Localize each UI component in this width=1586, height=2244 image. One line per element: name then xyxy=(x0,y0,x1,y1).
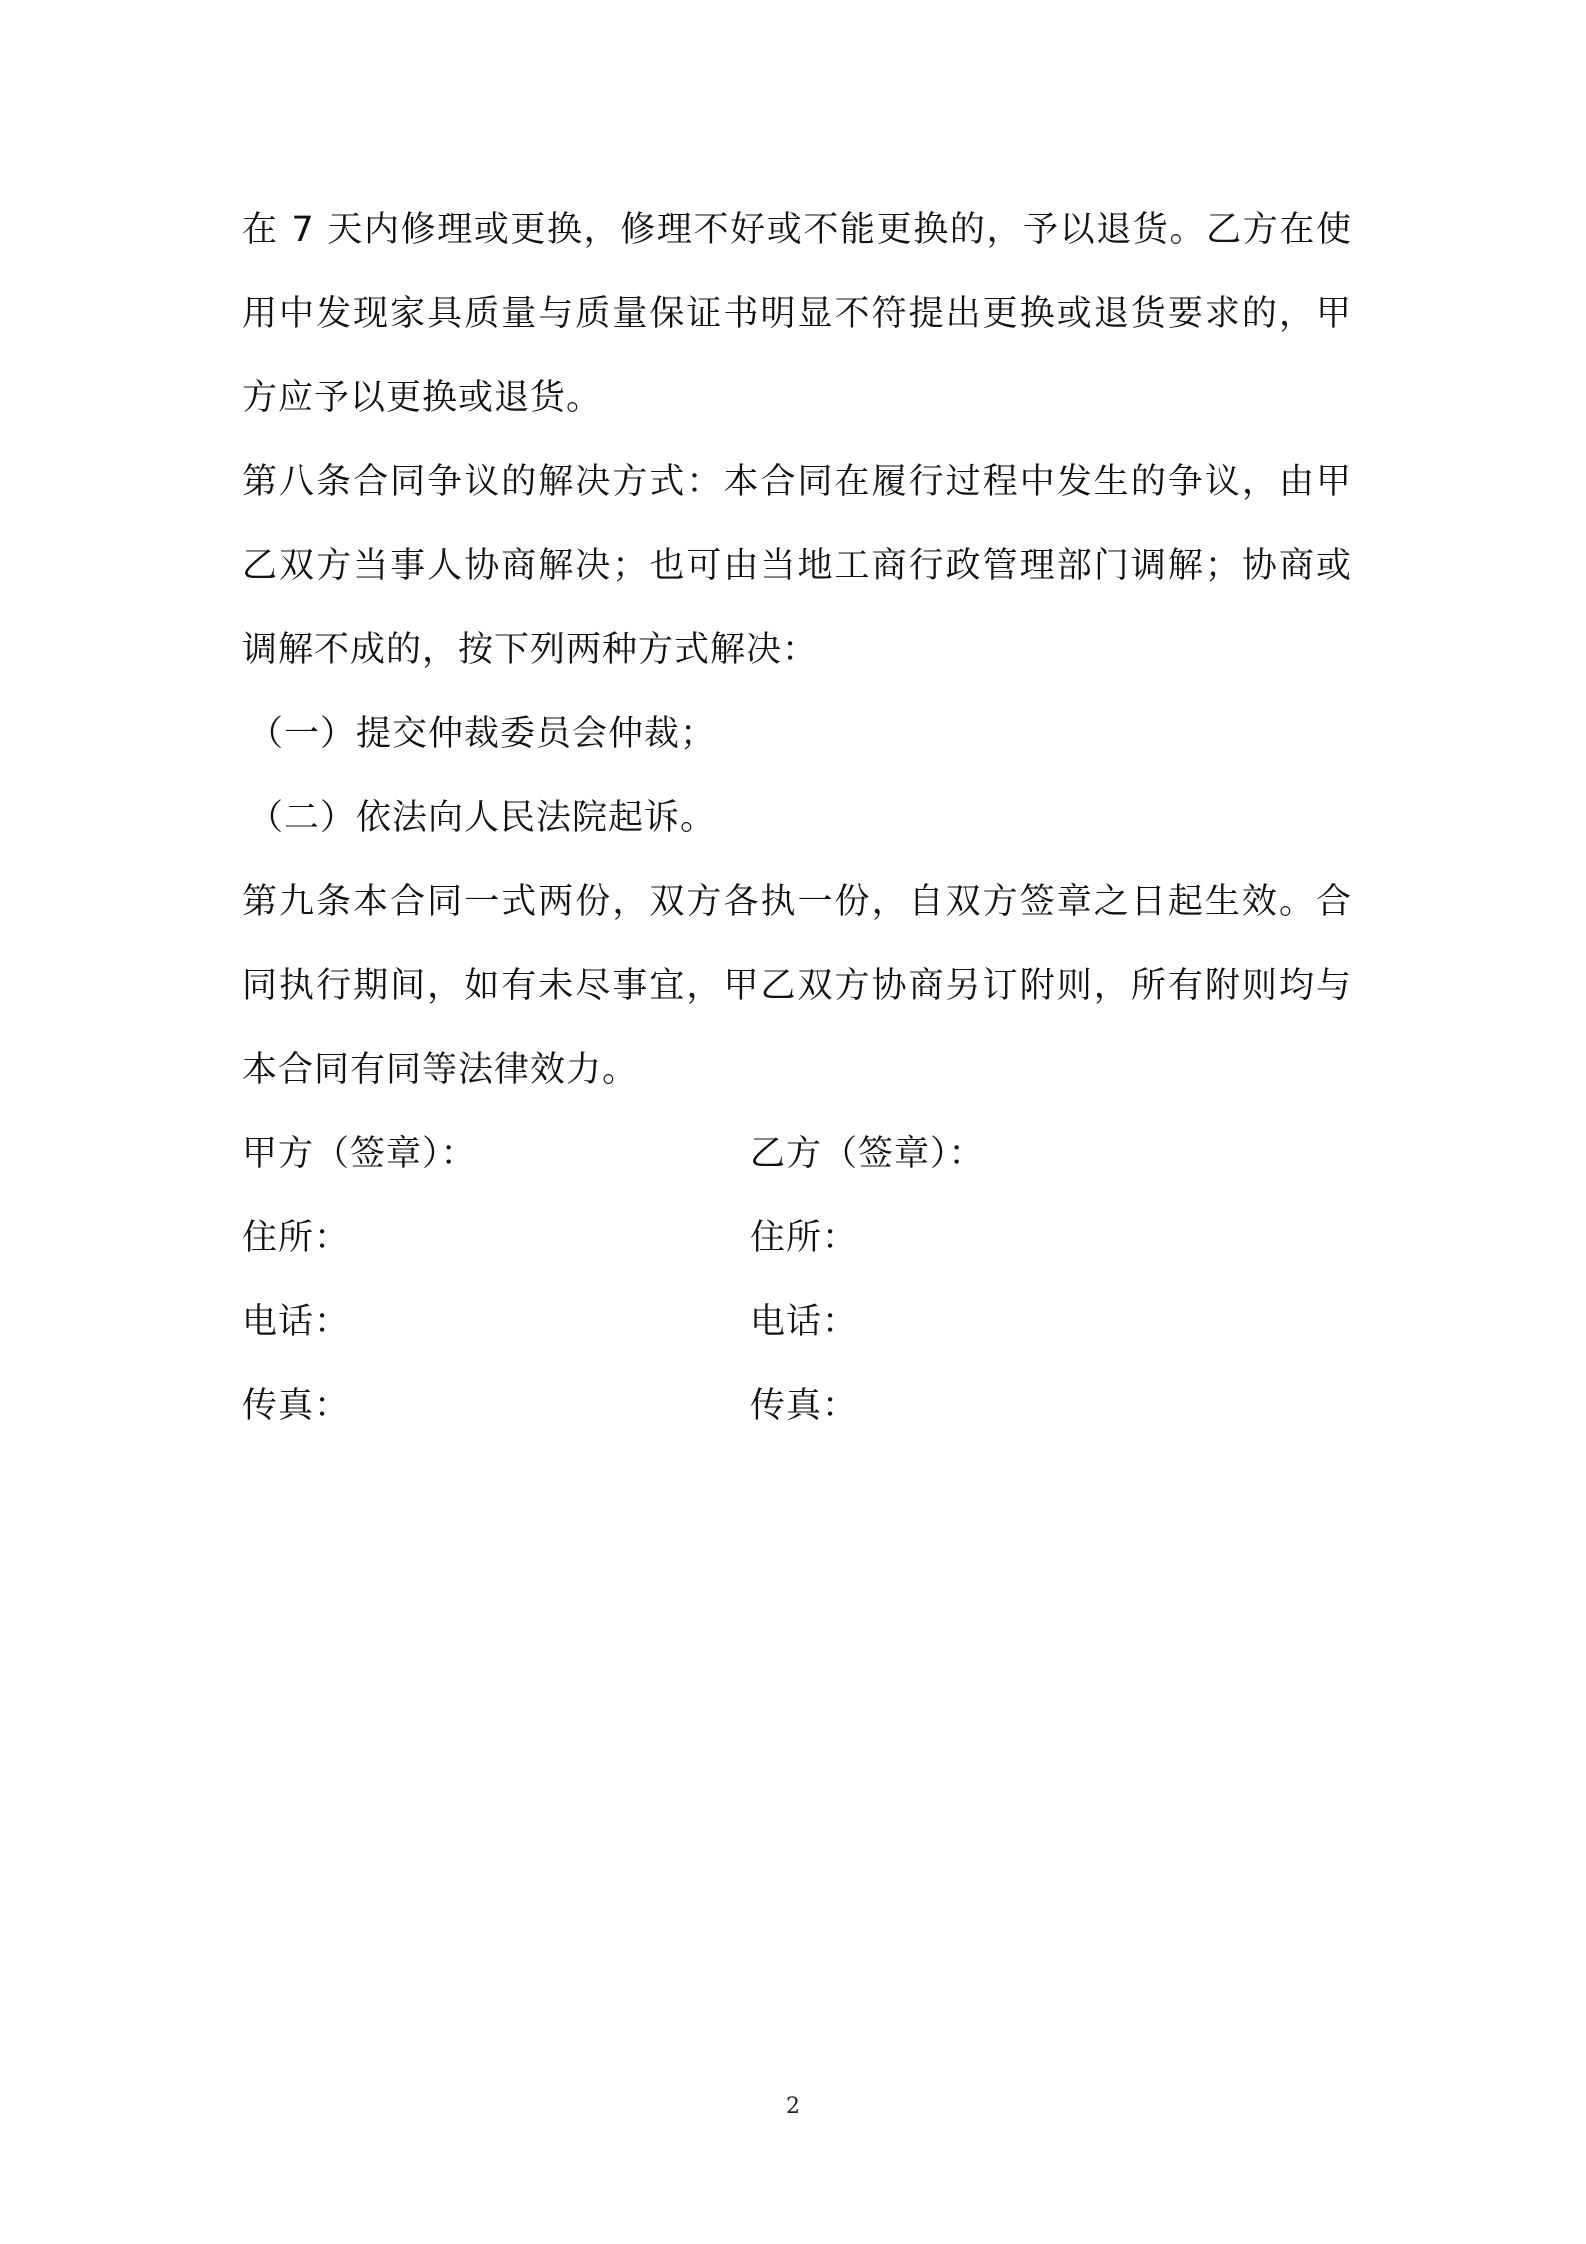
article-8-line-2: 乙双方当事人协商解决；也可由当地工商行政管理部门调解；协商或 xyxy=(242,546,1352,586)
option-arbitration: （一）提交仲裁委员会仲裁； xyxy=(248,714,717,754)
party-a-seal-label: 甲方（签章）： xyxy=(242,1134,477,1174)
party-a-fax-label: 传真： xyxy=(242,1386,351,1426)
party-b-seal-label: 乙方（签章）： xyxy=(750,1134,985,1174)
party-a-address-label: 住所： xyxy=(242,1218,351,1258)
article-9-line-2: 同执行期间，如有未尽事宜，甲乙双方协商另订附则，所有附则均与 xyxy=(242,966,1352,1006)
party-b-phone-label: 电话： xyxy=(750,1302,859,1342)
party-b-address-label: 住所： xyxy=(750,1218,859,1258)
article-8-line-1: 第八条合同争议的解决方式：本合同在履行过程中发生的争议，由甲 xyxy=(242,462,1352,502)
article-9-line-3: 本合同有同等法律效力。 xyxy=(242,1050,639,1090)
article-9-line-1: 第九条本合同一式两份，双方各执一份，自双方签章之日起生效。合 xyxy=(242,882,1352,922)
paragraph-line-1: 在 7 天内修理或更换，修理不好或不能更换的，予以退货。乙方在使 xyxy=(242,210,1352,250)
paragraph-line-3: 方应予以更换或退货。 xyxy=(242,378,603,418)
page-number: 2 xyxy=(786,2094,800,2119)
party-b-fax-label: 传真： xyxy=(750,1386,859,1426)
option-lawsuit: （二）依法向人民法院起诉。 xyxy=(248,798,717,838)
article-8-line-3: 调解不成的，按下列两种方式解决： xyxy=(242,630,819,670)
paragraph-line-2: 用中发现家具质量与质量保证书明显不符提出更换或退货要求的，甲 xyxy=(242,294,1352,334)
party-a-phone-label: 电话： xyxy=(242,1302,351,1342)
